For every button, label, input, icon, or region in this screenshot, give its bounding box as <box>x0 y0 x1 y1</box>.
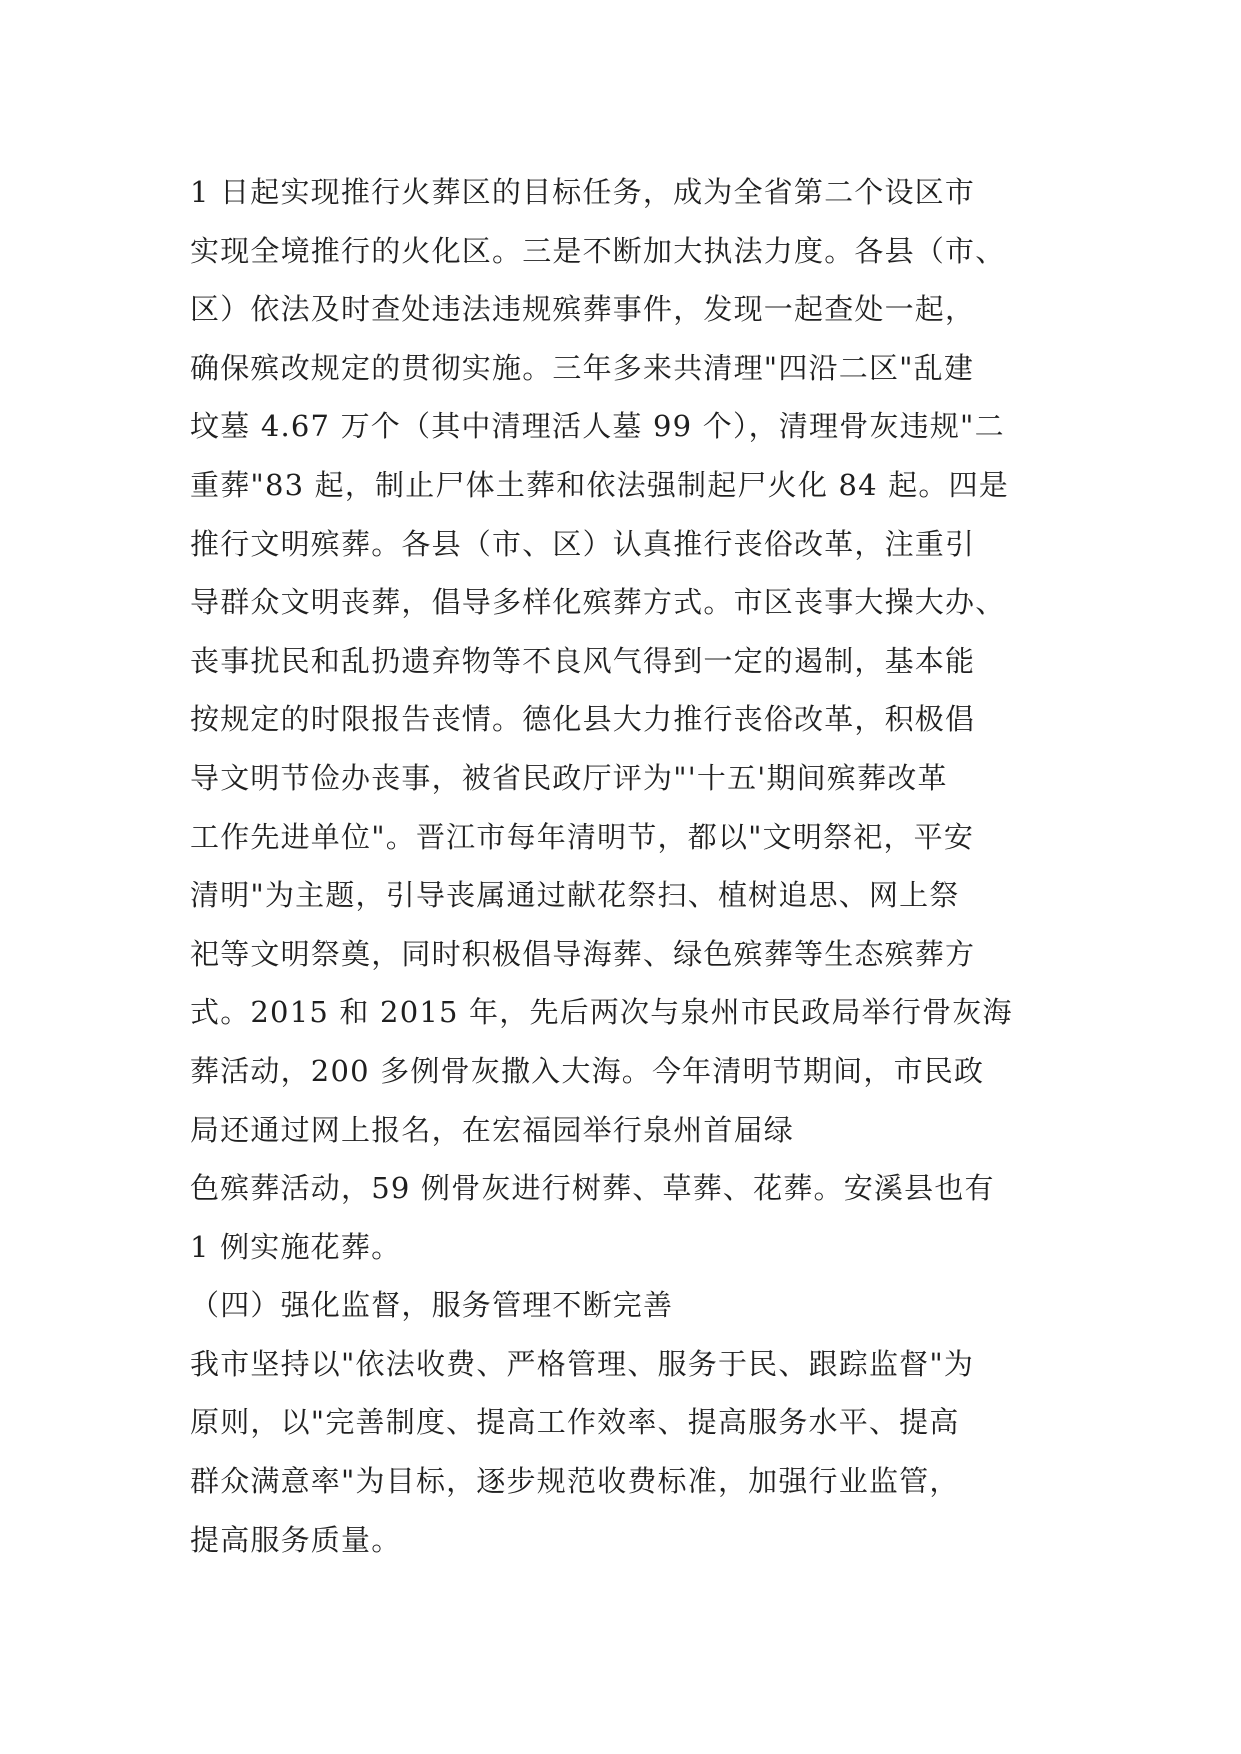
text-line: 区）依法及时查处违法违规殡葬事件，发现一起查处一起， <box>190 292 976 327</box>
text-line: 导文明节俭办丧事，被省民政厅评为"'十五'期间殡葬改革 <box>190 760 948 795</box>
text-line: 实现全境推行的火化区。三是不断加大执法力度。各县（市、 <box>190 233 1006 268</box>
text-line: 丧事扰民和乱扔遗弃物等不良风气得到一定的遏制，基本能 <box>190 643 976 678</box>
text-line: 色殡葬活动，59 例骨灰进行树葬、草葬、花葬。安溪县也有 <box>190 1171 995 1206</box>
text-line: 葬活动，200 多例骨灰撒入大海。今年清明节期间，市民政 <box>190 1053 985 1088</box>
text-line: 确保殡改规定的贯彻实施。三年多来共清理"四沿二区"乱建 <box>190 350 975 385</box>
text-line: 局还通过网上报名，在宏福园举行泉州首届绿 <box>190 1112 795 1147</box>
text-line: 坟墓 4.67 万个（其中清理活人墓 99 个），清理骨灰违规"二 <box>190 409 1005 444</box>
text-line: 推行文明殡葬。各县（市、区）认真推行丧俗改革，注重引 <box>190 526 976 561</box>
text-line: 原则，以"完善制度、提高工作效率、提高服务水平、提高 <box>190 1405 960 1440</box>
text-line: 1 例实施花葬。 <box>190 1229 402 1264</box>
text-line: 按规定的时限报告丧情。德化县大力推行丧俗改革，积极倡 <box>190 702 976 737</box>
text-line: 祀等文明祭奠，同时积极倡导海葬、绿色殡葬等生态殡葬方 <box>190 936 976 971</box>
text-line: 重葬"83 起，制止尸体土葬和依法强制起尸火化 84 起。四是 <box>190 467 1009 502</box>
section-heading: （四）强化监督，服务管理不断完善 <box>190 1288 674 1323</box>
text-line: 群众满意率"为目标，逐步规范收费标准，加强行业监管， <box>190 1464 960 1499</box>
text-line: 式。2015 和 2015 年，先后两次与泉州市民政局举行骨灰海 <box>190 995 1013 1030</box>
text-line: 我市坚持以"依法收费、严格管理、服务于民、跟踪监督"为 <box>190 1346 975 1381</box>
text-line: 清明"为主题，引导丧属通过献花祭扫、植树追思、网上祭 <box>190 878 960 913</box>
text-line: 导群众文明丧葬，倡导多样化殡葬方式。市区丧事大操大办、 <box>190 585 1006 620</box>
text-line: 工作先进单位"。晋江市每年清明节，都以"文明祭祀，平安 <box>190 819 975 854</box>
text-line: 1 日起实现推行火葬区的目标任务，成为全省第二个设区市 <box>190 175 976 209</box>
document-body <box>190 163 1090 1569</box>
text-line: 提高服务质量。 <box>190 1522 402 1557</box>
